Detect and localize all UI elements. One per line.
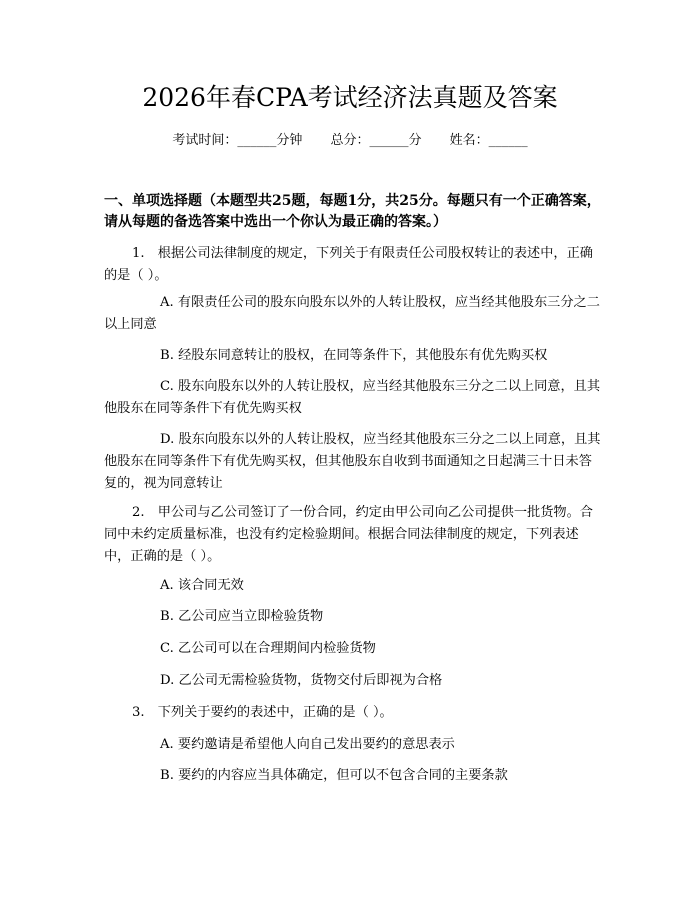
question-1-stem: 1. 根据公司法律制度的规定，下列关于有限责任公司股权转让的表述中，正确的是（ ）。 bbox=[104, 246, 593, 283]
total-score-field: 总分：______分 bbox=[330, 133, 422, 148]
question-2-option-c: C. 乙公司可以在合理期间内检验货物 bbox=[160, 641, 376, 656]
question-1-option-c: C. 股东向股东以外的人转让股权，应当经其他股东三分之二以上同意，且其他股东在同等条件下有优先购买权 bbox=[104, 379, 601, 416]
exam-info-line bbox=[0, 131, 700, 151]
question-2-option-b: B. 乙公司应当立即检验货物 bbox=[160, 609, 324, 624]
question-1-option-d: D. 股东向股东以外的人转让股权，应当经其他股东三分之二以上同意，且其他股东在同等条件下有优先购买权，但其他股东自收到书面通知之日起满三十日未答复的，视为同意转让 bbox=[104, 432, 601, 491]
question-3-stem: 3. 下列关于要约的表述中，正确的是（ ）。 bbox=[132, 705, 393, 720]
section-heading: 一、单项选择题（本题型共25题，每题1分，共25分。每题只有一个正确答案，请从每题的备选答案中选出一个你认为最正确的答案。） bbox=[104, 193, 601, 230]
question-2-option-d: D. 乙公司无需检验货物，货物交付后即视为合格 bbox=[160, 673, 443, 688]
page-title: 2026年春CPA考试经济法真题及答案 bbox=[142, 83, 558, 112]
student-name-field: 姓名：______ bbox=[449, 133, 528, 148]
question-2-option-a: A. 该合同无效 bbox=[160, 578, 244, 593]
question-1-option-b: B. 经股东同意转让的股权，在同等条件下，其他股东有优先购买权 bbox=[160, 348, 548, 363]
question-1-option-a: A. 有限责任公司的股东向股东以外的人转让股权，应当经其他股东三分之二以上同意 bbox=[104, 295, 600, 332]
question-2-stem: 2. 甲公司与乙公司签订了一份合同，约定由甲公司向乙公司提供一批货物。合同中未约定质量标准，也没有约定检验期间。根据合同法律制度的规定，下列表述中，正确的是（ ）。 bbox=[104, 505, 593, 564]
question-3-option-b: B. 要约的内容应当具体确定，但可以不包含合同的主要条款 bbox=[160, 768, 508, 783]
question-3-option-a: A. 要约邀请是希望他人向自己发出要约的意思表示 bbox=[160, 737, 455, 752]
exam-time-field: 考试时间：______分钟 bbox=[172, 133, 303, 148]
